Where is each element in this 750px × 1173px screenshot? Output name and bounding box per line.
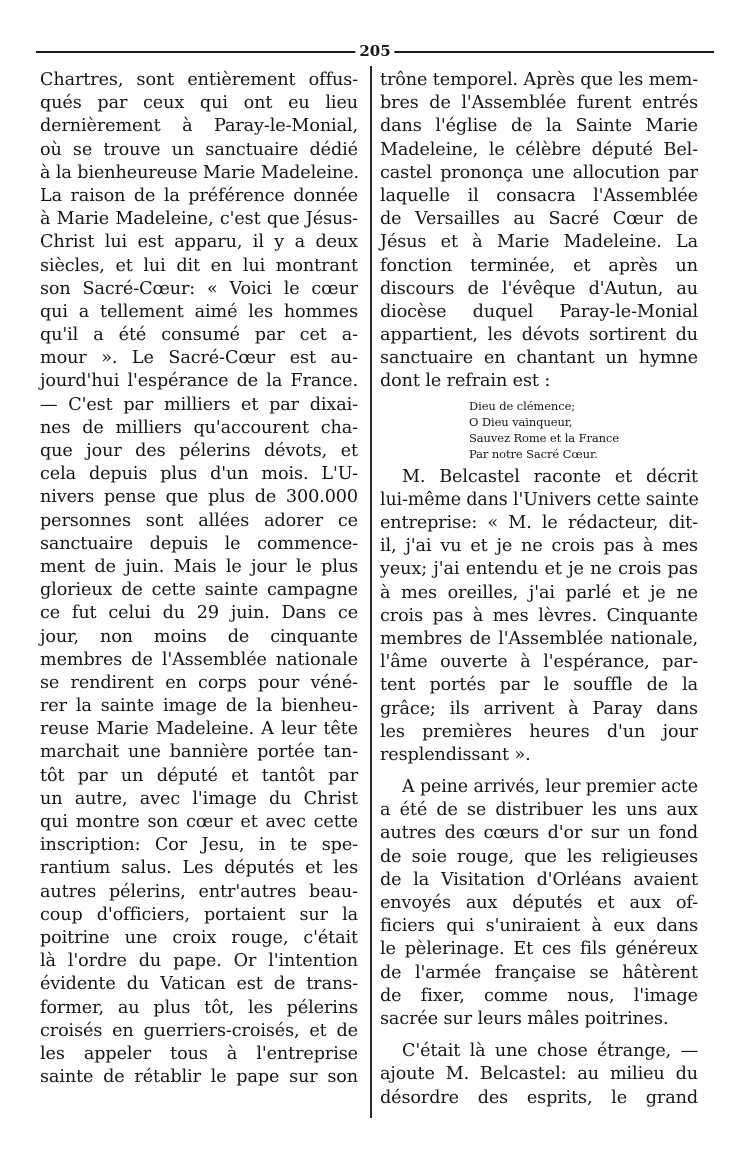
text-line: tôt par un député et tantôt par (40, 765, 358, 786)
text-line: Chartres, sont entièrement offus- (40, 70, 358, 90)
text-line: à la bienheureuse Marie Madeleine. (40, 162, 360, 183)
text-line: La raison de la préférence donnée (40, 185, 358, 206)
text-line: tent portés par le souffle de la (380, 675, 698, 696)
text-line: de Versailles au Sacré Cœur de (380, 209, 698, 230)
left-column (40, 69, 358, 1089)
text-line: les premières heures d'un jour (380, 721, 698, 742)
page-number: 205 (355, 40, 394, 62)
text-line: jour, non moins de cinquante (40, 626, 358, 647)
text-line: rantium salus. Les députés et les (40, 858, 358, 879)
text-line: qui a tellement aimé les hommes (40, 301, 358, 322)
text-line: C'était là une chose étrange, — (402, 1041, 698, 1062)
paragraph (380, 776, 698, 1031)
verse-line: O Dieu vainqueur, (469, 414, 573, 429)
text-line: glorieux de cette sainte campagne (40, 580, 358, 601)
text-line: coup d'officiers, portaient sur la (40, 904, 358, 925)
text-line: trône temporel. Après que les mem- (380, 70, 699, 90)
paragraph (380, 466, 698, 767)
text-line: à Marie Madeleine, c'est que Jésus- (40, 209, 358, 230)
text-line: inscription: Cor Jesu, in te spe- (40, 835, 358, 856)
text-line: poitrine une croix rouge, c'était (40, 927, 358, 948)
verse-line: Sauvez Rome et la France (469, 430, 619, 445)
text-line: ment de juin. Mais le jour le plus (40, 556, 358, 577)
text-line: — C'est par milliers et par dixai- (40, 394, 358, 415)
text-line: à mes oreilles, j'ai parlé et je ne (380, 582, 698, 603)
text-line: dont le refrain est : (380, 371, 551, 392)
text-line: ficiers qui s'uniraient à eux dans (380, 916, 698, 937)
text-line: rer la sainte image de la bienheu- (40, 696, 358, 717)
text-line: cela depuis plus d'un mois. L'U- (40, 464, 358, 485)
hymn-refrain (380, 398, 698, 462)
text-line: membres de l'Assemblée nationale, (380, 628, 698, 649)
text-line: Christ lui est apparu, il y a deux (40, 232, 358, 253)
text-line: que jour des pélerins dévots, et (40, 441, 358, 461)
right-column (380, 69, 698, 1110)
text-line: qui montre son cœur et avec cette (40, 812, 358, 832)
text-line: sanctuaire depuis le commence- (40, 533, 358, 554)
text-line: M. Belcastel raconte et décrit (402, 466, 698, 487)
text-line: les appeler tous à l'entreprise (40, 1043, 358, 1064)
text-line: où se trouve un sanctuaire dédié (40, 139, 358, 160)
text-line: de soie rouge, que les religieuses (380, 846, 698, 867)
paragraph (380, 1040, 698, 1110)
text-line: yeux; j'ai entendu et je ne crois pas (380, 559, 698, 580)
text-line: croisés en guerriers-croisés, et de (40, 1020, 358, 1041)
text-line: marchait une bannière portée tan- (40, 742, 358, 763)
text-line: sanctuaire en chantant un hymne (380, 348, 698, 369)
verse-line: Par notre Sacré Cœur. (469, 446, 598, 461)
text-line: appartient, les dévots sortirent du (380, 325, 698, 346)
text-line: crois pas à mes lèvres. Cinquante (380, 605, 698, 626)
text-line: mour ». Le Sacré-Cœur est au- (40, 348, 358, 369)
verse-line: Dieu de clémence; (469, 398, 576, 413)
text-line: son Sacré-Cœur: « Voici le cœur (40, 278, 358, 299)
text-line: resplendissant ». (380, 744, 531, 765)
text-line: diocèse duquel Paray-le-Monial (380, 301, 698, 322)
column-divider (370, 66, 372, 1118)
text-line: évidente du Vatican est de trans- (40, 974, 358, 995)
text-line: ajoute M. Belcastel: au milieu du (380, 1064, 698, 1085)
text-line: sainte de rétablir le pape sur son (40, 1067, 358, 1088)
text-line: discours de l'évêque d'Autun, au (380, 278, 698, 299)
text-line: envoyés aux députés et aux of- (380, 893, 698, 913)
text-line: personnes sont allées adorer ce (40, 510, 358, 531)
text-line: dernièrement à Paray-le-Monial, (40, 116, 358, 137)
text-line: il, j'ai vu et je ne crois pas à mes (380, 536, 698, 557)
text-line: de fixer, comme nous, l'image (380, 985, 698, 1006)
text-line: A peine arrivés, leur premier acte (402, 777, 698, 798)
text-line: un autre, avec l'image du Christ (40, 788, 358, 809)
text-line: jourd'hui l'espérance de la France. (40, 371, 358, 392)
text-line: ce fut celui du 29 juin. Dans ce (40, 603, 358, 624)
text-line: membres de l'Assemblée nationale (40, 649, 358, 670)
page-header (36, 40, 714, 62)
text-line: fonction terminée, et après un (380, 255, 698, 276)
text-line: sacrée sur leurs mâles poitrines. (380, 1008, 669, 1029)
text-line: lui-même dans l'Univers cette sainte (380, 489, 699, 510)
text-line: Jésus et à Marie Madeleine. La (380, 232, 698, 253)
text-line: là l'ordre du pape. Or l'intention (40, 951, 358, 972)
text-line: se rendirent en corps pour véné- (40, 672, 358, 693)
text-line: bres de l'Assemblée furent entrés (380, 93, 698, 114)
text-line: entreprise: « M. le rédacteur, dit- (380, 513, 698, 533)
text-line: le pèlerinage. Et ces fils généreux (380, 939, 698, 960)
text-line: qués par ceux qui ont eu lieu (40, 93, 358, 114)
text-line: autres pélerins, entr'autres beau- (40, 881, 358, 902)
text-line: de l'armée française se hâtèrent (380, 962, 698, 983)
text-line: siècles, et lui dit en lui montrant (40, 255, 358, 276)
text-line: de la Visitation d'Orléans avaient (380, 869, 698, 890)
text-line: former, au plus tôt, les pélerins (40, 997, 358, 1018)
text-line: grâce; ils arrivent à Paray dans (380, 698, 698, 719)
text-line: qu'il a été consumé par cet a- (40, 325, 358, 346)
text-line: laquelle il consacra l'Assemblée (380, 185, 698, 206)
text-line: l'âme ouverte à l'espérance, par- (380, 652, 698, 673)
text-line: nivers pense que plus de 300.000 (40, 487, 358, 508)
text-line: Madeleine, le célèbre député Bel- (380, 139, 698, 160)
text-line: a été de se distribuer les uns aux (380, 800, 698, 821)
text-line: reuse Marie Madeleine. A leur tête (40, 719, 358, 740)
text-line: castel prononça une allocution par (380, 162, 698, 183)
text-line: désordre des esprits, le grand (380, 1087, 698, 1108)
text-line: nes de milliers qu'accourent cha- (40, 417, 358, 438)
paragraph (380, 69, 698, 394)
text-line: autres des cœurs d'or sur un fond (380, 823, 698, 844)
text-line: dans l'église de la Sainte Marie (380, 116, 698, 137)
